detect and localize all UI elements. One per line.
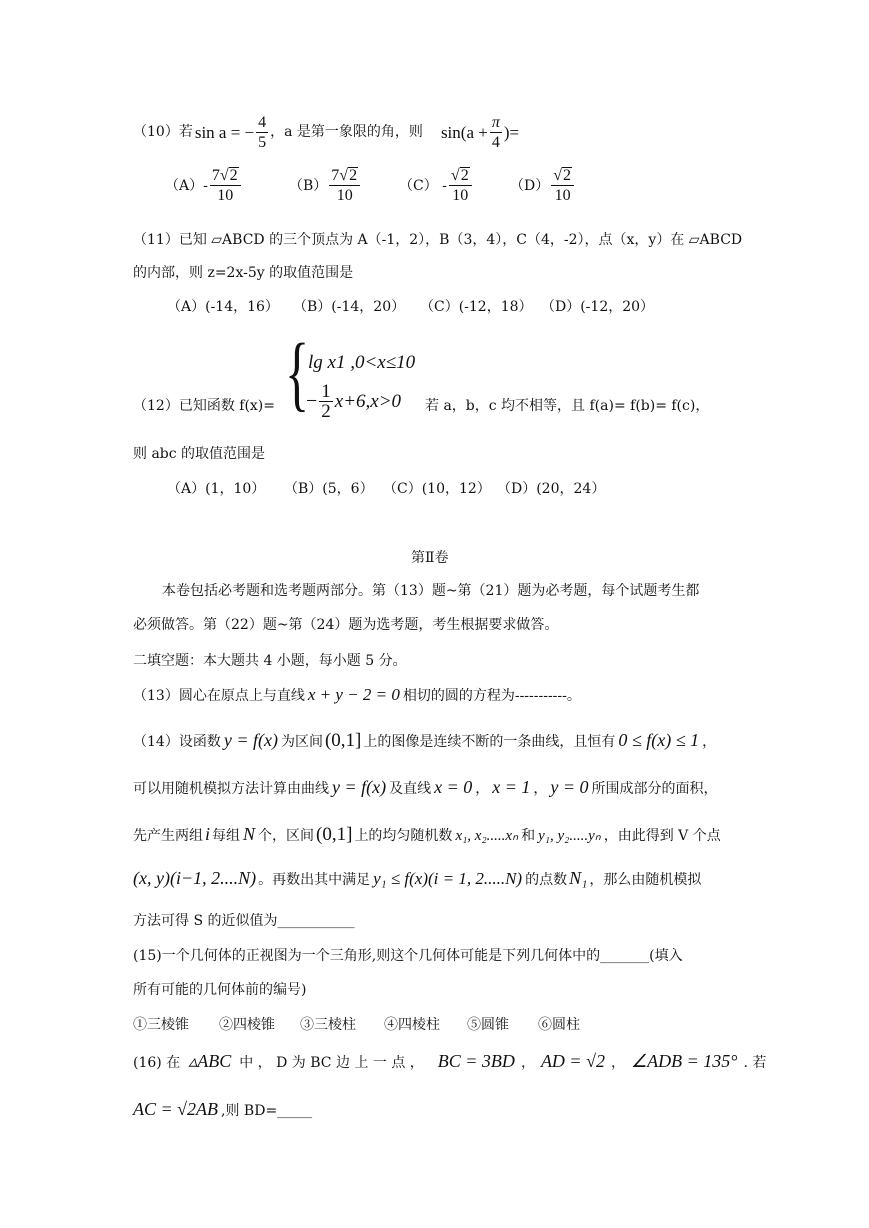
- q13-eq: x + y − 2 = 0: [307, 685, 400, 704]
- q11-option-d: （D）(-12，20）: [541, 299, 655, 315]
- q12-option-b: （B）(5，6）: [284, 481, 374, 497]
- part2-title: 第Ⅱ卷: [411, 550, 449, 566]
- q14-l3j: y₁, y₂.....yₙ: [538, 828, 601, 844]
- sqrt-icon: √: [450, 166, 460, 184]
- q15-option-5: ⑤圆锥: [467, 1017, 509, 1033]
- q14-l3h: x₁, x₂.....xₙ: [455, 828, 519, 844]
- q14-l3d: N: [243, 824, 256, 844]
- q12-case-2-prefix: −: [306, 390, 318, 412]
- q14-l2h: y = 0: [550, 777, 589, 797]
- q16-l2b: ,则 BD=_____: [221, 1103, 313, 1119]
- q14-l2c: 及直线: [389, 781, 432, 797]
- q14-l4a: (x, y)(i−1, 2....N): [133, 868, 257, 888]
- q14-l2i: 所围成部分的面积，: [591, 781, 718, 797]
- q15-option-3: ③三棱柱: [300, 1017, 356, 1033]
- q12-case-2-den: 2: [321, 401, 331, 422]
- q16-l1b: ▵ABC: [188, 1051, 232, 1071]
- q15-option-6: ⑥圆柱: [538, 1017, 580, 1033]
- q12-line-2: 则 abc 的取值范围是: [133, 446, 266, 462]
- q14-l1e: 上的图像是连续不断的一条曲线，且恒有: [363, 734, 616, 750]
- q10-option-d-den: 10: [554, 186, 571, 204]
- q14-line-2: [133, 777, 718, 798]
- q16-l1g: ，: [610, 1055, 625, 1071]
- q16-line-2: [133, 1099, 312, 1120]
- q14-line-1: [133, 730, 716, 752]
- q14-l2b: y = f(x): [332, 777, 387, 797]
- q10-option-d: [510, 162, 576, 208]
- q15-option-1: ①三棱锥: [133, 1017, 189, 1033]
- q16-l1h: ∠ADB = 135°: [630, 1051, 738, 1071]
- q14-l3b: i: [205, 824, 211, 844]
- q10-option-c: [399, 162, 474, 208]
- q14-l3c: 每组: [212, 828, 241, 844]
- q14-l1d: (0,1]: [324, 730, 362, 751]
- q10-option-b-value: [329, 166, 360, 205]
- q10-stem: [133, 112, 519, 152]
- q10-option-d-value: [551, 166, 574, 205]
- q10-options: [165, 162, 725, 208]
- q16-line-1: [133, 1051, 766, 1072]
- q10-pi: π: [491, 113, 500, 131]
- q11-option-c: （C）(-12，18）: [420, 299, 533, 315]
- q12-case-2-fraction: [319, 382, 333, 421]
- q14-l4f: ，那么由随机模拟: [589, 872, 702, 888]
- q11-option-a: （A）(-14，16）: [167, 299, 279, 315]
- q14-l1c: 为区间: [280, 734, 323, 750]
- q10-sin-lhs: sin a = −: [194, 122, 255, 142]
- q10-pi-fraction: [490, 113, 502, 152]
- q14-l2d: x = 0: [434, 777, 473, 797]
- q12-case-1: [308, 352, 415, 374]
- q13-post: 相切的圆的方程为-----------。: [402, 688, 581, 704]
- q15-option-4: ④四棱柱: [384, 1017, 440, 1033]
- q15-option-2: ②四棱锥: [219, 1017, 275, 1033]
- q10-frac-den: 5: [258, 133, 267, 151]
- sqrt-icon: √: [219, 166, 229, 184]
- q13-pre: （13）圆心在原点上与直线: [133, 688, 305, 704]
- sqrt-icon: √: [553, 166, 563, 184]
- q12-option-a: （A）(1，10）: [167, 481, 266, 497]
- q10-option-d-root: 2: [563, 166, 572, 184]
- part2-intro-1: 本卷包括必考题和选考题两部分。第（13）题~第（21）题为必考题，每个试题考生都: [162, 583, 700, 599]
- q11-line-1: （11）已知 ▱ABCD 的三个顶点为 A（-1，2），B（3，4），C（4，-2），点（x，y）在 ▱ABCD: [133, 232, 743, 248]
- q12-label: （12）已知函数 f(x)=: [133, 398, 275, 414]
- q10-option-a-coef: 7: [211, 166, 220, 184]
- q10-option-a: [165, 162, 243, 208]
- q16-l1i: . 若: [743, 1055, 767, 1071]
- q10-option-c-label: （C） -: [399, 178, 447, 194]
- q10-option-c-value: [449, 166, 472, 205]
- q14-l1b: y = f(x): [223, 730, 278, 750]
- q14-l3g: 上的均匀随机数: [354, 828, 453, 844]
- q16-l2a: AC = √2AB: [133, 1099, 219, 1119]
- q12-option-c: （C）(10，12）: [383, 481, 491, 497]
- q14-l3f: (0,1]: [316, 824, 353, 845]
- q15-line-1: (15)一个几何体的正视图为一个三角形,则这个几何体可能是下列几何体中的_______(填入: [133, 948, 683, 964]
- q10-frac-num: 4: [258, 113, 267, 131]
- q10-option-c-den: 10: [452, 186, 469, 204]
- q14-line-5: 方法可得 S 的近似值为___________: [133, 913, 355, 929]
- q10-mid-text: ，a 是第一象限的角，则: [270, 124, 423, 140]
- q10-option-a-label: （A）-: [165, 178, 208, 194]
- q14-l3k: ，由此得到 V 个点: [603, 828, 721, 844]
- q14-l2a: 可以用随机模拟方法计算由曲线: [133, 781, 329, 797]
- q14-l3i: 和: [521, 828, 536, 844]
- q10-option-b-den: 10: [336, 186, 353, 204]
- q16-l1f: AD = √2: [540, 1051, 605, 1071]
- section-heading: 二填空题：本大题共 4 小题，每小题 5 分。: [133, 653, 407, 669]
- q14-l4d: 的点数: [525, 872, 568, 888]
- q12-tail: 若 a，b，c 均不相等，且 f(a)= f(b)= f(c)，: [425, 398, 710, 414]
- q12-option-d: （D）(20，24）: [497, 481, 606, 497]
- q10-option-b-label: （B）: [289, 178, 328, 194]
- q16-l1e: ，: [520, 1055, 535, 1071]
- q14-l3e: 个，区间: [258, 828, 315, 844]
- q14-l2e: ，: [475, 781, 490, 797]
- part2-intro-2: 必须做答。第（22）题~第（24）题为选考题，考生根据要求做答。: [133, 617, 559, 633]
- q14-l2g: ，: [533, 781, 548, 797]
- q10-option-b-root: 2: [349, 166, 358, 184]
- brace-icon: {: [285, 327, 310, 420]
- q10-sin-rhs: sin(a +: [440, 122, 488, 142]
- q14-l2f: x = 1: [492, 777, 531, 797]
- q10-option-a-value: [210, 166, 241, 205]
- q10-option-c-root: 2: [460, 166, 469, 184]
- q12-case-1-text: lg x1 ,0<x≤10: [308, 352, 416, 373]
- q14-l4c: y₁ ≤ f(x)(i = 1, 2.....N): [373, 869, 523, 888]
- q13-line: [133, 685, 581, 705]
- q10-option-a-root: 2: [229, 166, 238, 184]
- q10-four: 4: [491, 133, 500, 151]
- q15-line-2: 所有可能的几何体前的编号): [133, 982, 307, 998]
- q14-l1g: ，: [702, 734, 717, 750]
- q16-l1c: 中 ， D 为 BC 边 上 一 点 ，: [239, 1055, 424, 1071]
- q10-option-b: [289, 162, 362, 208]
- q14-l3a: 先产生两组: [133, 828, 203, 844]
- q10-label: （10）若: [133, 124, 193, 140]
- q12-case-2-suffix: x+6,x>0: [334, 390, 402, 412]
- q14-line-3: [133, 824, 721, 846]
- q16-l1a: (16) 在: [133, 1055, 181, 1071]
- q16-l1d: BC = 3BD: [437, 1051, 515, 1071]
- q14-l1a: （14）设函数: [133, 734, 221, 750]
- q10-rhs-end: )=: [503, 122, 520, 142]
- q14-l1f: 0 ≤ f(x) ≤ 1: [618, 730, 700, 750]
- q14-l4e: N₁: [569, 868, 588, 888]
- q12-case-2: [306, 382, 401, 421]
- q12-case-2-num: 1: [321, 381, 331, 402]
- sqrt-icon: √: [339, 166, 349, 184]
- q10-option-a-den: 10: [217, 186, 234, 204]
- q14-l4b: 。再数出其中满足: [258, 872, 371, 888]
- q10-fraction: [256, 113, 268, 152]
- q11-option-b: （B）(-14，20）: [293, 299, 406, 315]
- q10-option-d-label: （D）: [510, 178, 550, 194]
- q14-line-4: [133, 868, 701, 889]
- q11-line-2: 的内部，则 z=2x-5y 的取值范围是: [133, 265, 354, 281]
- q10-option-b-coef: 7: [331, 166, 340, 184]
